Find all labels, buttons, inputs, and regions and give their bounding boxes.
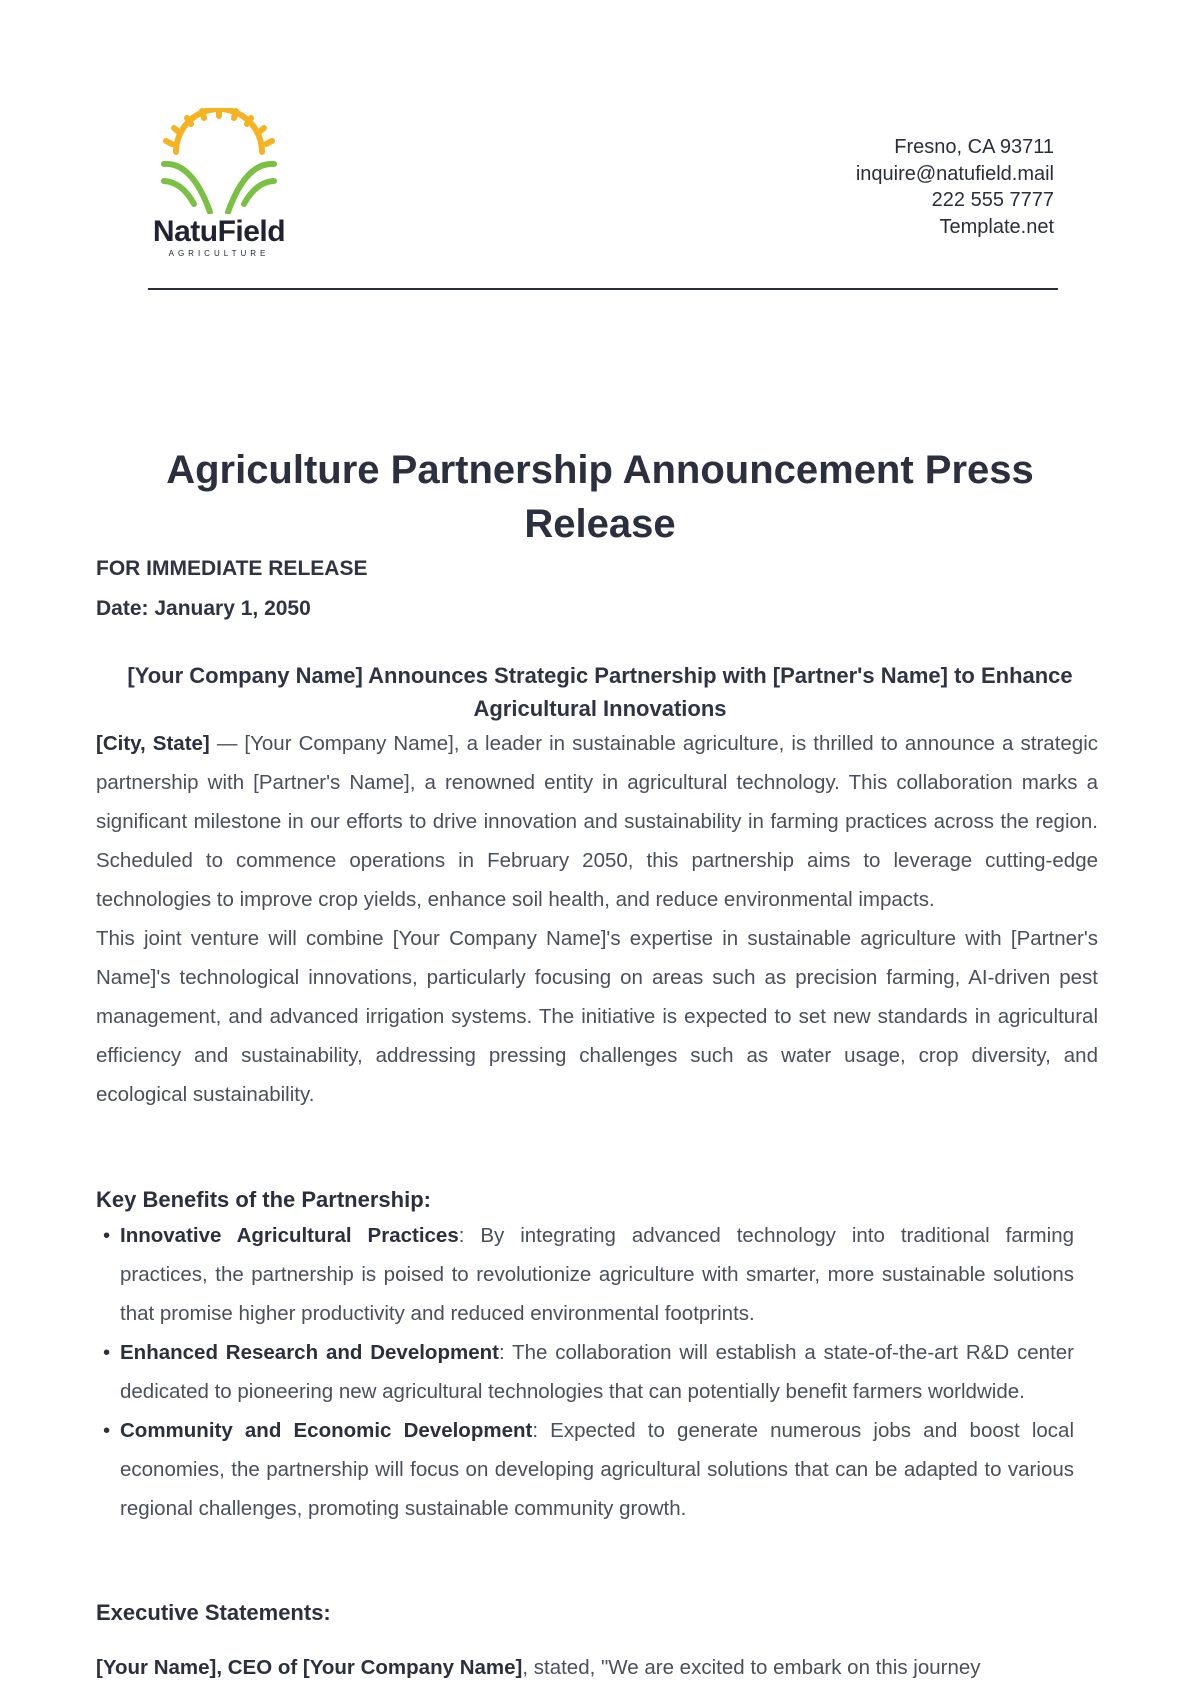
- sun-field-logo-icon: [158, 108, 280, 214]
- benefits-list: [96, 1216, 1074, 1528]
- second-paragraph: This joint venture will combine [Your Company Name]'s expertise in sustainable agriculture with [Partner's Name]'s technological innovations, particularly focusing on areas such as precision farming, AI-driven pest management, and advanced irrigation systems. The initiative is expected to set new standards in agricultural efficiency and sustainability, addressing pressing challenges such as water usage, crop diversity, and ecological sustainability.: [96, 927, 1098, 1106]
- brand-tagline: AGRICULTURE: [168, 249, 270, 258]
- benefit-text: : By integrating advanced technology into traditional farming practices, the partnership is poised to revolutionize agriculture with smarter, more sustainable solutions that promise higher productivity and reduced environmental footprints.: [120, 1224, 1074, 1325]
- release-label: FOR IMMEDIATE RELEASE: [96, 557, 368, 580]
- intro-text: — [Your Company Name], a leader in sustainable agriculture, is thrilled to announce a strategic partnership with [Partner's Name], a renowned entity in agricultural technology. This collaboration marks a significant milestone in our efforts to drive innovation and sustainability in farming practices across the region. Scheduled to commence operations in February 2050, this partnership aims to leverage cutting-edge technologies to improve crop yields, enhance soil health, and reduce environmental impacts.: [96, 732, 1098, 911]
- bullet-icon: •: [103, 1341, 111, 1364]
- dateline: [City, State]: [96, 732, 210, 755]
- speaker: [Your Name], CEO of [Your Company Name]: [96, 1656, 523, 1679]
- release-date: Date: January 1, 2050: [96, 597, 311, 620]
- intro-paragraph: [96, 724, 1098, 919]
- quote: , stated, "We are excited to embark on this journey: [522, 1656, 981, 1679]
- contact-block: [856, 134, 1054, 240]
- brand-name: NatuField: [152, 215, 286, 248]
- phone: 222 555 7777: [931, 189, 1054, 211]
- website: Template.net: [939, 215, 1054, 238]
- intro-body: [96, 724, 1098, 1114]
- address: Fresno, CA 93711: [894, 136, 1054, 158]
- benefit-title: Innovative Agricultural Practices: [120, 1224, 459, 1247]
- header-divider: [148, 288, 1058, 290]
- list-item: [96, 1333, 1074, 1411]
- bullet-icon: •: [103, 1224, 111, 1247]
- page-title: Agriculture Partnership Announcement Press Release: [166, 448, 1034, 546]
- email: inquire@natufield.mail: [855, 162, 1054, 185]
- benefit-title: Enhanced Research and Development: [120, 1341, 499, 1364]
- list-item: [96, 1216, 1074, 1333]
- benefit-text: : Expected to generate numerous jobs and boost local economies, the partnership will focus on developing agricultural solutions that can be adapted to various regional challenges, promoting sustainable community growth.: [120, 1419, 1074, 1520]
- benefits-heading: Key Benefits of the Partnership:: [96, 1187, 431, 1212]
- benefit-title: Community and Economic Development: [120, 1419, 533, 1442]
- company-logo: [144, 108, 294, 260]
- list-item: [96, 1411, 1074, 1528]
- bullet-icon: •: [103, 1419, 111, 1442]
- headline: [Your Company Name] Announces Strategic Partnership with [Partner's Name] to Enhance Agricultural Innovations: [127, 663, 1073, 721]
- benefit-text: : The collaboration will establish a state-of-the-art R&D center dedicated to pioneering new agricultural technologies that can potentially benefit farmers worldwide.: [120, 1341, 1074, 1403]
- executive-statement: [96, 1648, 1098, 1687]
- executive-heading: Executive Statements:: [96, 1600, 331, 1625]
